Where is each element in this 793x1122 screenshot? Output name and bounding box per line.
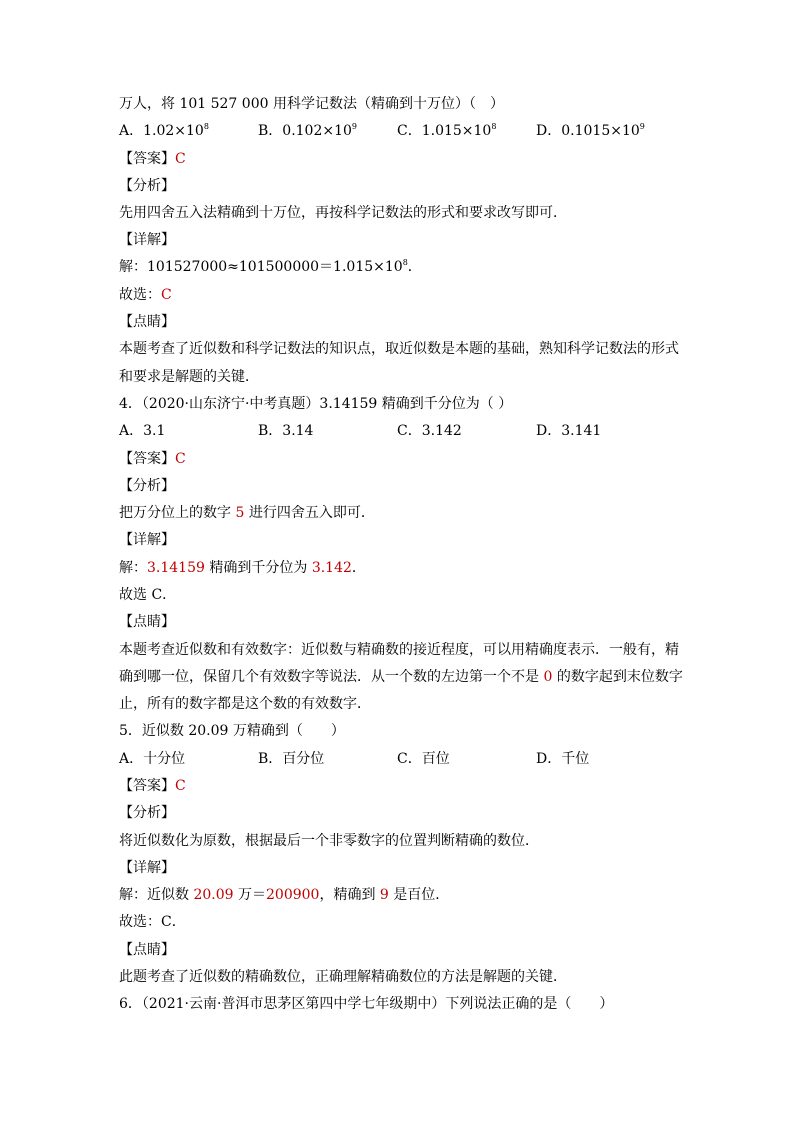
q3-option-d-exp: 9 [639,122,645,131]
q5-answer-tag: 【答案】 [119,778,175,794]
q3-detail-exp: 8 [402,258,408,267]
q3-option-c-label: C． [397,123,422,139]
q5-detail-mid2: ，精确到 [319,887,380,903]
q4-analysis-post: 进行四舍五入即可． [244,505,375,521]
q4-comment-line-2-tail: 的数字起到末位数字 [552,669,683,685]
q4-detail-b: 3.142 [311,560,352,576]
q3-answer-value: C [175,151,186,167]
q3-option-a [119,122,209,140]
q3-comment-tag: 【点睛】 [119,314,175,330]
q3-option-c-exp: 8 [491,122,497,131]
q3-detail-expr: 101527000≈101500000＝1.015×10 [147,259,403,275]
q4-detail-a: 3.14159 [147,560,205,576]
q3-option-c-base: 1.015×10 [421,123,492,139]
q4-option-d: D．3.141 [536,423,602,439]
q4-answer-tag: 【答案】 [119,451,175,467]
q5-option-a: A．十分位 [119,751,186,767]
q4-detail-mid: 精确到千分位为 [204,560,312,576]
q4-detail-suffix: ． [351,560,366,576]
q5-detail-b: 200900 [266,887,320,903]
q3-option-b-label: B． [258,123,283,139]
q5-option-c: C．百位 [397,751,450,767]
q3-detail-suffix: ． [407,259,422,275]
q3-option-a-base: 1.02×10 [143,123,204,139]
q3-option-b-exp: 9 [351,122,358,131]
q4-comment-line-1: 本题考查近似数和有效数字：近似数与精确数的接近程度，可以用精确度表示．一般有，精 [119,642,679,658]
q4-comment-line-2-head: 确到哪一位，保留几个有效数字等说法．从一个数的左边第一个不是 [119,669,544,685]
q4-comment-line-2 [119,668,683,686]
q5-choose: 故选：C． [119,914,186,930]
q3-answer [119,150,186,168]
q4-option-b: B．3.14 [258,423,314,439]
q5-detail-c: 9 [379,887,389,903]
q3-stem: 万人，将 101 527 000 用科学记数法（精确到十万位）（ ） [119,96,504,112]
q3-option-b-base: 0.102×10 [282,123,352,139]
q3-analysis: 先用四舍五入法精确到十万位，再按科学记数法的形式和要求改写即可． [119,205,567,221]
q5-detail-prefix: 解：近似数 [119,887,194,903]
q4-option-c: C．3.142 [397,423,462,439]
q4-analysis [119,504,375,522]
q4-option-a: A．3.1 [119,423,166,439]
q3-option-d-base: 0.1015×10 [561,123,640,139]
q4-choose: 故选 C． [119,587,177,603]
q3-comment-line-1: 本题考查了近似数和科学记数法的知识点，取近似数是本题的基础，熟知科学记数法的形式 [119,341,679,357]
q3-analysis-tag: 【分析】 [119,178,175,194]
q5-analysis: 将近似数化为原数，根据最后一个非零数字的位置判断精确的数位． [119,833,539,849]
q4-answer [119,450,186,468]
q3-option-a-exp: 8 [203,122,209,131]
q4-detail-tag: 【详解】 [119,532,175,548]
q5-detail-a: 20.09 [193,887,234,903]
q5-option-b: B．百分位 [258,751,325,767]
q5-analysis-tag: 【分析】 [119,805,175,821]
q4-stem: 4．（2020·山东济宁·中考真题）3.14159 精确到千分位为（ ） [119,396,513,412]
q5-detail-suffix: 是百位． [388,887,450,903]
q4-comment-line-3: 止，所有的数字都是这个数的有效数字． [119,696,371,712]
q5-option-d: D．千位 [536,751,590,767]
q5-comment-tag: 【点睛】 [119,942,175,958]
q3-detail-prefix: 解： [119,259,147,275]
q3-option-d-label: D． [536,123,562,139]
q6-stem: 6．（2021·云南·普洱市思茅区第四中学七年级期中）下列说法正确的是（ ） [119,996,614,1012]
q4-answer-value: C [175,451,186,467]
q4-analysis-tag: 【分析】 [119,478,175,494]
q3-comment-line-2: 和要求是解题的关键． [119,369,259,385]
q5-detail-tag: 【详解】 [119,860,175,876]
q4-analysis-pre: 把万分位上的数字 [119,505,236,521]
q5-detail [119,886,449,904]
q5-answer [119,777,186,795]
q4-detail [119,559,366,577]
q3-choose-prefix: 故选： [119,287,161,303]
q3-option-b [258,122,357,140]
q5-comment: 此题考查了近似数的精确数位，正确理解精确数位的方法是解题的关键． [119,969,567,985]
q3-choose-value: C [161,287,172,303]
q3-detail-tag: 【详解】 [119,232,175,248]
q5-answer-value: C [175,778,186,794]
q4-detail-prefix: 解： [119,560,147,576]
q4-comment-zero: 0 [543,669,553,685]
q3-choose [119,286,172,304]
q5-stem: 5．近似数 20.09 万精确到（ ） [119,723,345,739]
q4-analysis-num: 5 [235,505,245,521]
q4-comment-tag: 【点睛】 [119,614,175,630]
q3-option-a-label: A． [119,123,144,139]
q5-detail-mid1: 万＝ [233,887,266,903]
q3-detail [119,258,422,276]
q3-answer-tag: 【答案】 [119,151,175,167]
q3-option-d [536,122,645,140]
q3-option-c [397,122,496,140]
